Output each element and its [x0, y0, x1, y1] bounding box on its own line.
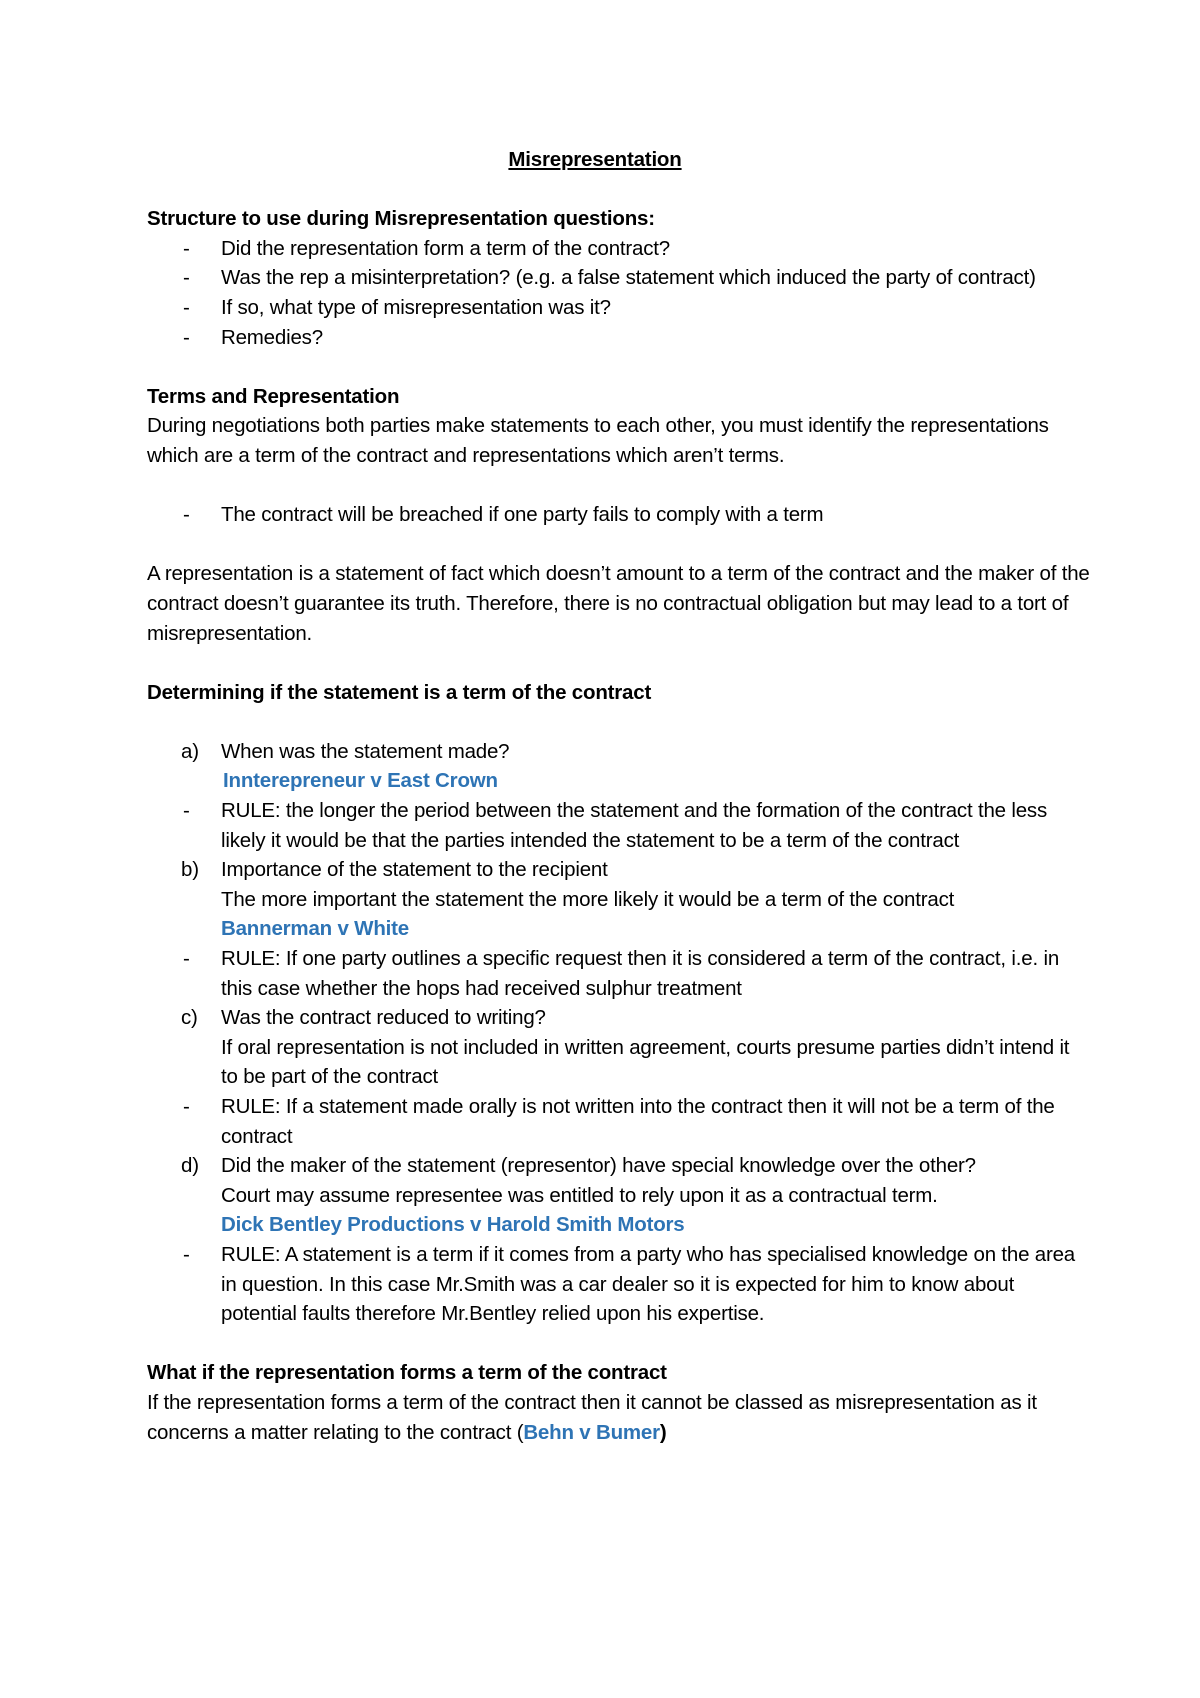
list-marker: a) [181, 739, 199, 763]
forms-paragraph: If the representation forms a term of the contract then it cannot be classed as misrepresentation as it concerns a matter relating to the contract (Behn v Bumer) [147, 1390, 1037, 1444]
bullet-dash: - [183, 799, 190, 823]
criterion-c: c) Was the contract reduced to writing? [147, 1003, 1090, 1033]
bullet-dash: - [183, 266, 190, 290]
case-name: Bannerman v White [221, 917, 409, 941]
bullet-dash: - [183, 503, 190, 527]
criterion-d: d) Did the maker of the statement (representor) have special knowledge over the other? [147, 1151, 1090, 1181]
list-item: - If so, what type of misrepresentation was it? [147, 293, 1090, 323]
terms-paragraph: During negotiations both parties make statements to each other, you must identify the representations which are a term of the contract and representations which aren’t terms. [147, 414, 1049, 467]
representation-paragraph: A representation is a statement of fact which doesn’t amount to a term of the contract and the maker of the contract doesn’t guarantee its truth. Therefore, there is no contractual obligation but may lead to a tort of misrepresentation. [147, 562, 1090, 645]
criterion-note: If oral representation is not included in written agreement, courts presume parties didn’t intend it to be part of the contract [221, 1035, 1070, 1089]
determining-heading: Determining if the statement is a term of the contract [147, 680, 652, 704]
structure-heading: Structure to use during Misrepresentation questions: [147, 207, 655, 231]
criterion-note: Court may assume representee was entitled to rely upon it as a contractual term. [221, 1183, 938, 1207]
criterion-a: a) When was the statement made? [147, 737, 1090, 767]
forms-heading: What if the representation forms a term of the contract [147, 1361, 667, 1385]
list-marker: c) [181, 1006, 198, 1030]
list-item: - Remedies? [147, 323, 1090, 353]
criterion-b: b) Importance of the statement to the recipient [147, 855, 1090, 885]
list-marker: b) [181, 858, 199, 882]
case-name: Behn v Bumer [523, 1420, 660, 1444]
page-title: Misrepresentation [508, 148, 682, 171]
rule-item: - RULE: If one party outlines a specific request then it is considered a term of the contract, i.e. in this case whether the hops had received sulphur treatment [147, 944, 1090, 1003]
list-marker: d) [181, 1154, 199, 1178]
case-name: Dick Bentley Productions v Harold Smith Motors [221, 1213, 685, 1237]
rule-item: - RULE: If a statement made orally is not written into the contract then it will not be a term of the contract [147, 1092, 1090, 1151]
terms-heading: Terms and Representation [147, 384, 400, 408]
bullet-dash: - [183, 325, 190, 349]
bullet-dash: - [183, 295, 190, 319]
list-item: - Did the representation form a term of the contract? [147, 234, 1090, 264]
case-name: Innterepreneur v East Crown [223, 769, 498, 793]
criterion-note: The more important the statement the more likely it would be a term of the contract [221, 887, 955, 911]
bullet-dash: - [183, 236, 190, 260]
list-item: - Was the rep a misinterpretation? (e.g. a false statement which induced the party of contract) [147, 263, 1090, 293]
rule-item: - RULE: A statement is a term if it comes from a party who has specialised knowledge on the area in question. In this case Mr.Smith was a car dealer so it is expected for him to know about potential faults therefore Mr.Bentley relied upon his expertise. [147, 1240, 1090, 1329]
list-item: - The contract will be breached if one party fails to comply with a term [147, 500, 1090, 530]
bullet-dash: - [183, 1242, 190, 1266]
bullet-dash: - [183, 1095, 190, 1118]
bullet-dash: - [183, 947, 190, 971]
rule-item: - RULE: the longer the period between the statement and the formation of the contract the less likely it would be that the parties intended the statement to be a term of the contract [147, 796, 1090, 855]
